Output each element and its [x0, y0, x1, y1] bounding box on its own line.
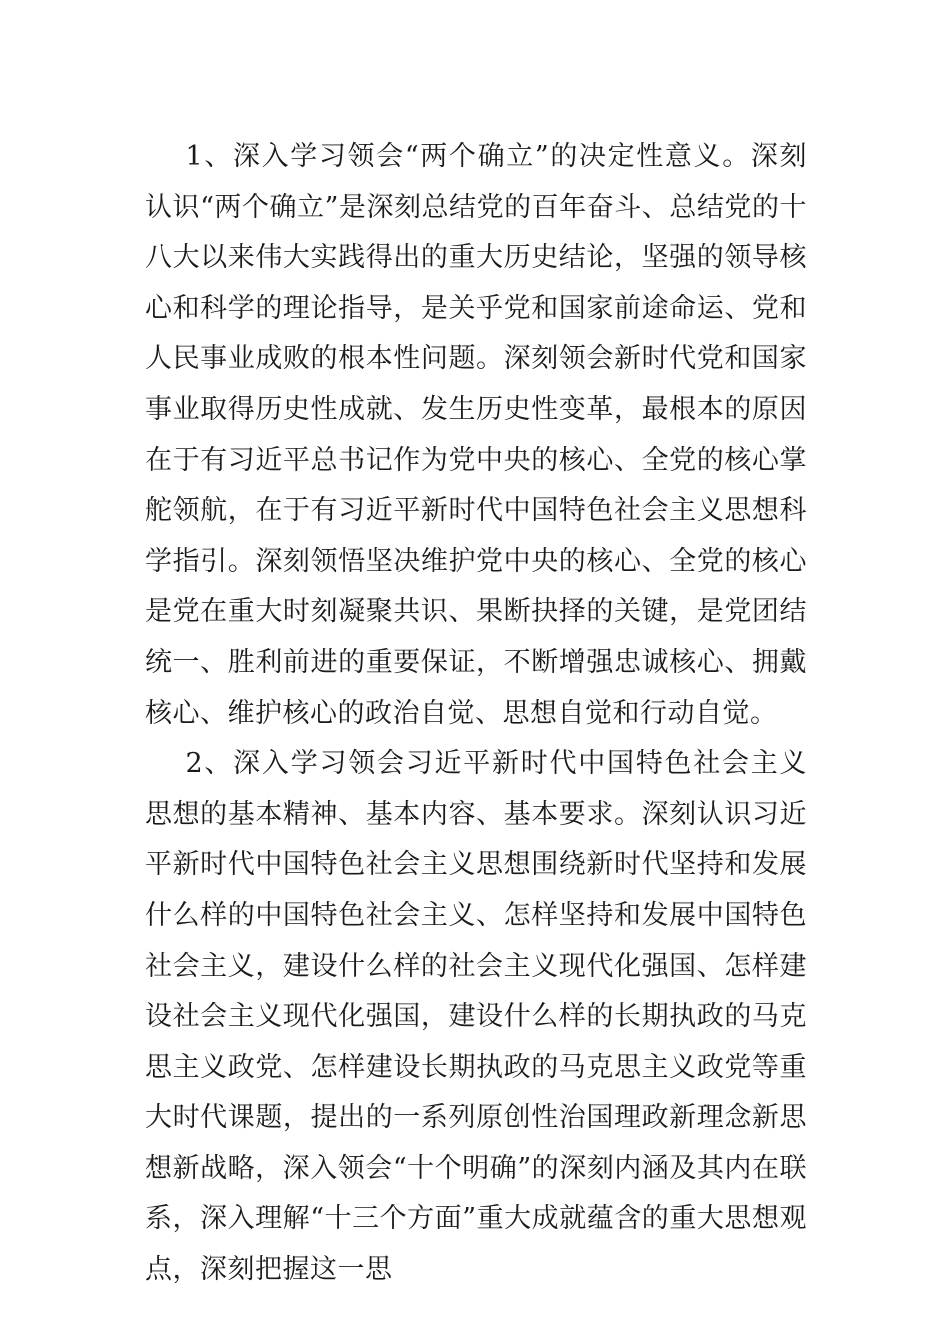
paragraph-1: 1、深入学习领会“两个确立”的决定性意义。深刻认识“两个确立”是深刻总结党的百年奋斗、总结党的十八大以来伟大实践得出的重大历史结论，坚强的领导核心和科学的理论指导，是关乎党和国家前途命运、党和人民事业成败的根本性问题。深刻领会新时代党和国家事业取得历史性成就、发生历史性变革，最根本的原因在于有习近平总书记作为党中央的核心、全党的核心掌舵领航，在于有习近平新时代中国特色社会主义思想科学指引。深刻领悟坚决维护党中央的核心、全党的核心是党在重大时刻凝聚共识、果断抉择的关键，是党团结统一、胜利前进的重要保证，不断增强忠诚核心、拥戴核心、维护核心的政治自觉、思想自觉和行动自觉。	[145, 141, 807, 729]
document-body	[145, 132, 807, 1296]
paragraph-2: 2、深入学习领会习近平新时代中国特色社会主义思想的基本精神、基本内容、基本要求。深刻认识习近平新时代中国特色社会主义思想围绕新时代坚持和发展什么样的中国特色社会主义、怎样坚持和发展中国特色社会主义，建设什么样的社会主义现代化强国、怎样建设社会主义现代化强国，建设什么样的长期执政的马克思主义政党、怎样建设长期执政的马克思主义政党等重大时代课题，提出的一系列原创性治国理政新理念新思想新战略，深入领会“十个明确”的深刻内涵及其内在联系，深入理解“十三个方面”重大成就蕴含的重大思想观点，深刻把握这一思	[145, 748, 807, 1286]
